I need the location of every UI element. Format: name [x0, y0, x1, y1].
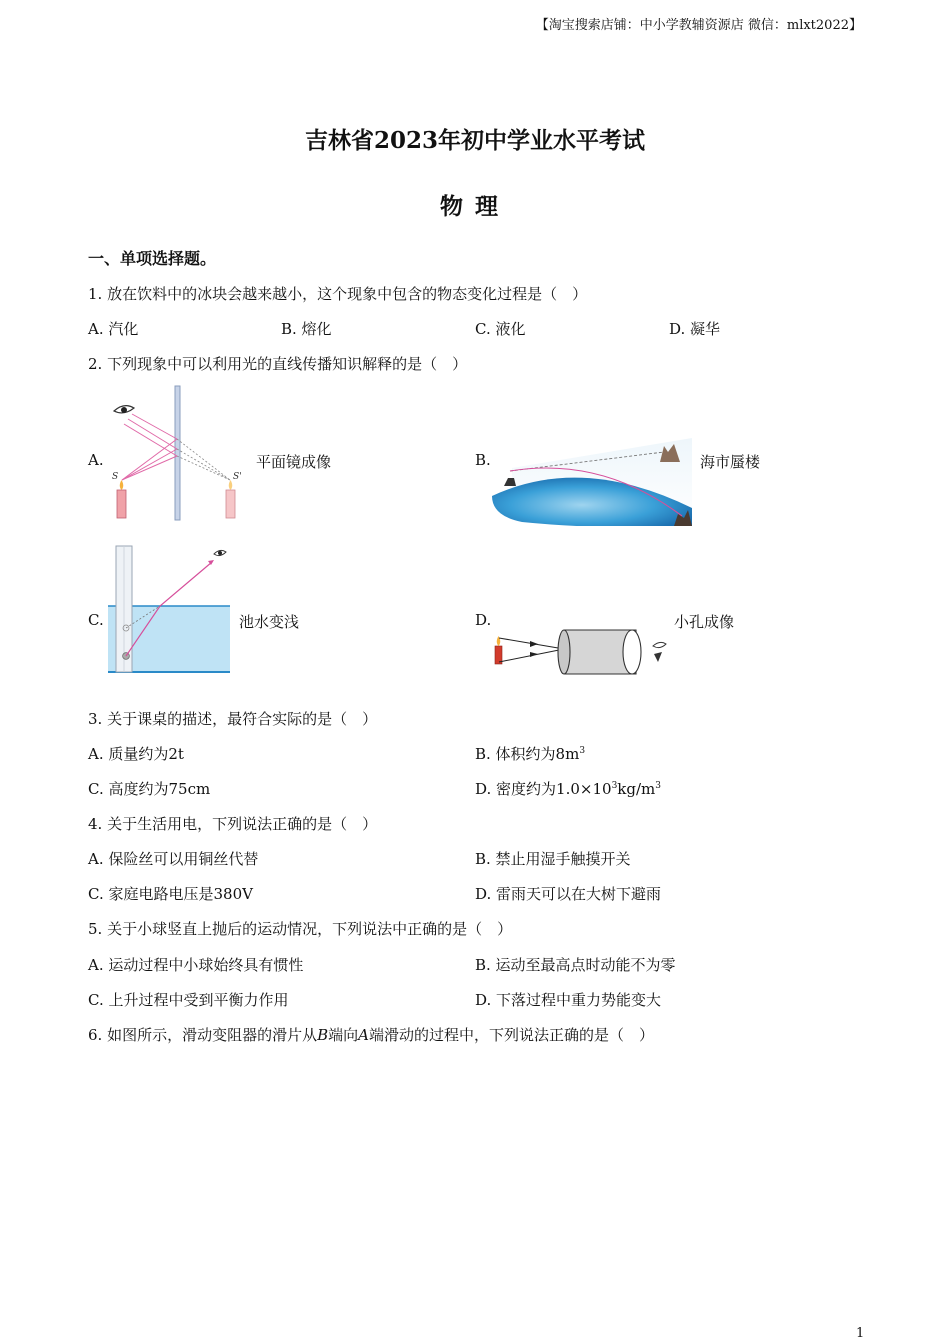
q3-option-c[interactable]: C. 高度约为75cm: [88, 780, 211, 798]
label-s-prime: S': [233, 472, 242, 482]
q3-d-unit: kg/m: [617, 780, 656, 798]
q3-d-times: ×: [579, 780, 593, 798]
q4-option-b[interactable]: B. 禁止用湿手触摸开关: [475, 850, 631, 868]
q6-point-a: A: [358, 1026, 369, 1044]
section-heading: 一、单项选择题。: [88, 249, 217, 268]
q2-a-caption: 平面镜成像: [256, 453, 332, 471]
q2-option-c[interactable]: C.: [88, 611, 104, 629]
q5-option-b[interactable]: B. 运动至最高点时动能不为零: [475, 956, 676, 974]
question-2-stem: 2. 下列现象中可以利用光的直线传播知识解释的是（ ）: [88, 355, 468, 373]
subject-title: 物理: [440, 193, 510, 220]
q3-b-sup: 3: [579, 746, 586, 756]
page-number: 1: [856, 1326, 865, 1341]
q3-option-a[interactable]: A. 质量约为2t: [88, 745, 184, 763]
q6-point-b: B: [317, 1026, 329, 1044]
q5-option-d[interactable]: D. 下落过程中重力势能变大: [475, 991, 662, 1009]
question-5-stem: 5. 关于小球竖直上抛后的运动情况，下列说法中正确的是（ ）: [88, 920, 513, 938]
question-1-stem: 1. 放在饮料中的冰块会越来越小，这个现象中包含的物态变化过程是（ ）: [88, 285, 588, 303]
mirage-figure: [492, 438, 692, 526]
q1-option-c[interactable]: C. 液化: [475, 320, 526, 338]
q2-option-b[interactable]: B.: [475, 451, 491, 469]
label-s: S: [112, 472, 119, 482]
q6-text-2: 端向: [328, 1026, 359, 1044]
q2-option-a[interactable]: A.: [88, 451, 104, 469]
plane-mirror-figure: [106, 384, 246, 524]
q1-option-d[interactable]: D. 凝华: [669, 320, 721, 338]
q2-option-d[interactable]: D.: [475, 611, 492, 629]
q2-b-caption: 海市蜃楼: [700, 453, 761, 471]
q2-c-caption: 池水变浅: [239, 613, 300, 631]
q3-option-b[interactable]: [475, 743, 585, 764]
q1-option-b[interactable]: B. 熔化: [281, 320, 332, 338]
pool-figure: [106, 544, 236, 676]
q6-text-3: 端滑动的过程中，下列说法正确的是（ ）: [368, 1026, 654, 1044]
q3-option-d[interactable]: [475, 778, 661, 799]
q3-b-text: B. 体积约为8m: [475, 745, 580, 763]
q3-d-mid: 10: [592, 780, 612, 798]
question-6-stem: [88, 1024, 654, 1045]
q2-d-caption: 小孔成像: [674, 613, 735, 631]
question-4-stem: 4. 关于生活用电，下列说法正确的是（ ）: [88, 815, 378, 833]
page-title: 吉林省2023年初中学业水平考试: [304, 127, 645, 154]
q6-text-1: 6. 如图所示，滑动变阻器的滑片从: [88, 1026, 318, 1044]
q3-d-sup1: 3: [611, 781, 618, 791]
pinhole-figure: [492, 624, 672, 680]
q5-option-a[interactable]: A. 运动过程中小球始终具有惯性: [88, 956, 304, 974]
q4-option-a[interactable]: A. 保险丝可以用铜丝代替: [88, 850, 259, 868]
q4-option-c[interactable]: C. 家庭电路电压是380V: [88, 885, 253, 903]
q3-d-sup2: 3: [655, 781, 661, 791]
q4-option-d[interactable]: D. 雷雨天可以在大树下避雨: [475, 885, 662, 903]
q1-option-a[interactable]: A. 汽化: [88, 320, 139, 338]
q5-option-c[interactable]: C. 上升过程中受到平衡力作用: [88, 991, 289, 1009]
q3-d-text: D. 密度约为1.0: [475, 780, 580, 798]
question-3-stem: 3. 关于课桌的描述，最符合实际的是（ ）: [88, 710, 378, 728]
header-note: 【淘宝搜索店铺：中小学教辅资源店 微信：mlxt2022】: [535, 18, 862, 33]
